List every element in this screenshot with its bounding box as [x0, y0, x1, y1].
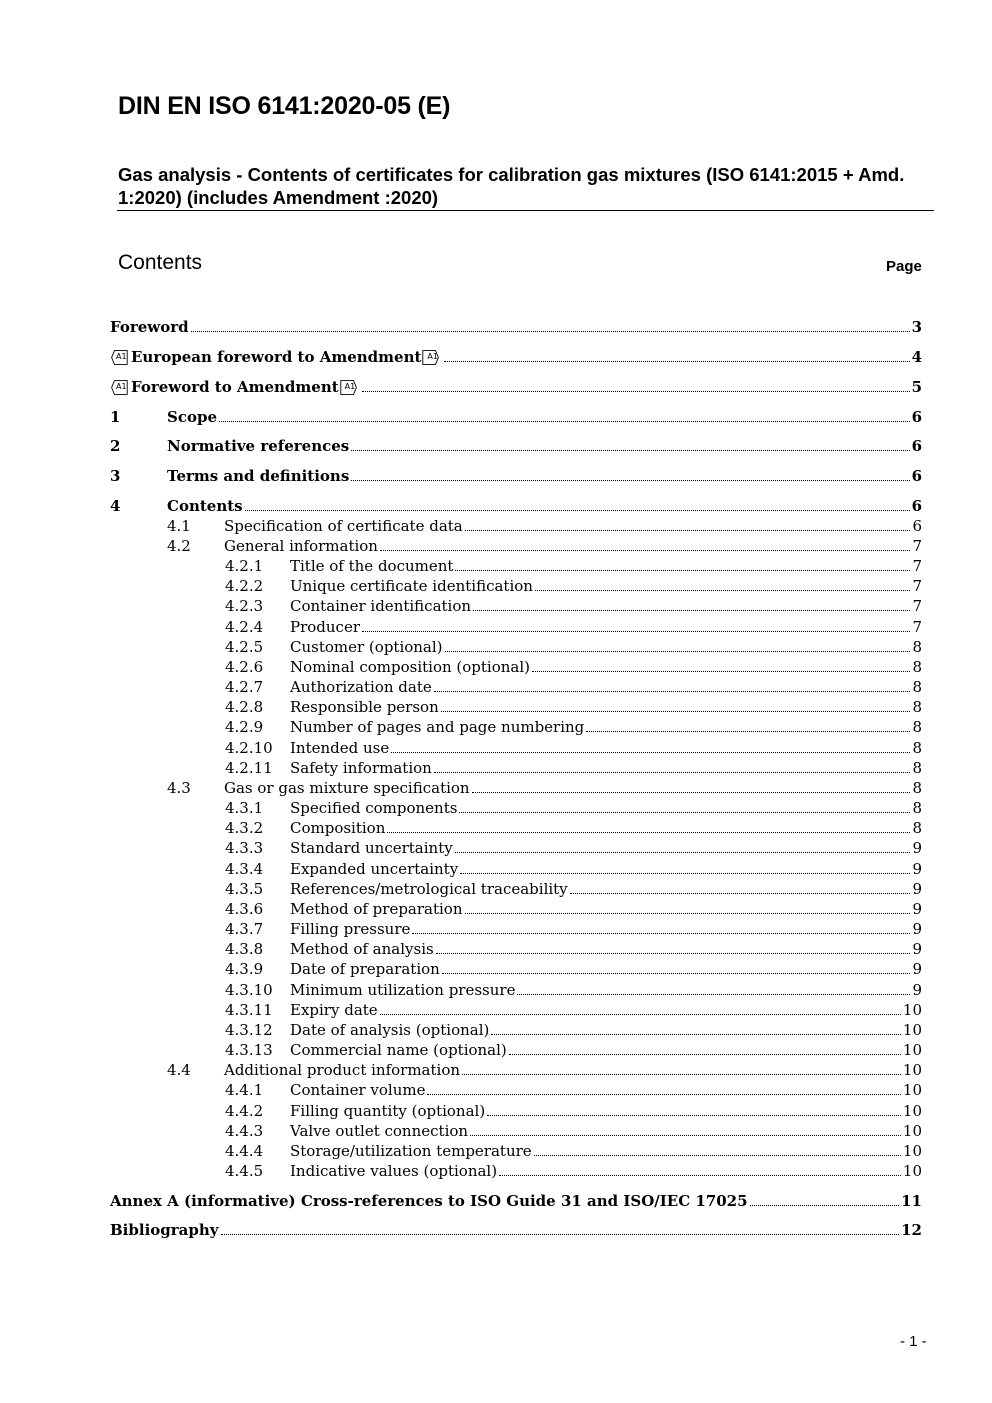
toc-entry-title: A1 European foreword to Amendment A1 [110, 347, 442, 367]
toc-entry-number: 3 [110, 467, 121, 485]
toc-entry-page: 8 [912, 799, 922, 817]
toc-entry-number: 4.2.3 [225, 597, 264, 615]
toc-entry-number: 4.4 [167, 1061, 191, 1079]
toc-leader-dots [387, 832, 910, 833]
toc-entry[interactable] [225, 879, 922, 899]
toc-leader-dots [491, 1034, 901, 1035]
toc-entry-page: 7 [912, 557, 922, 575]
toc-leader-dots [455, 852, 911, 853]
toc-entry[interactable] [110, 377, 922, 397]
toc-entry-number: 4.3.6 [225, 900, 264, 918]
toc-entry-page: 10 [902, 1122, 922, 1140]
toc-leader-dots [380, 1014, 901, 1015]
toc-entry[interactable] [225, 657, 922, 677]
toc-leader-dots [221, 1234, 900, 1235]
toc-entry-title: Specification of certificate data [224, 517, 463, 535]
toc-entry-page: 8 [912, 658, 922, 676]
toc-entry[interactable] [225, 1121, 922, 1141]
toc-entry-number: 4.3.12 [225, 1021, 273, 1039]
toc-entry[interactable] [225, 677, 922, 697]
toc-entry-title: Container volume [290, 1081, 426, 1099]
toc-leader-dots [427, 1094, 900, 1095]
toc-entry-page: 8 [912, 638, 922, 656]
toc-entry-page: 10 [902, 1081, 922, 1099]
toc-entry[interactable] [225, 556, 922, 576]
toc-leader-dots [245, 510, 910, 511]
toc-entry[interactable] [225, 1040, 922, 1060]
toc-entry-title: Method of analysis [290, 940, 434, 958]
toc-leader-dots [442, 973, 911, 974]
toc-entry-page: 10 [902, 1001, 922, 1019]
toc-entry[interactable] [167, 516, 922, 536]
toc-entry-page: 10 [902, 1021, 922, 1039]
document-title: Gas analysis - Contents of certificates for calibration gas mixtures (ISO 6141:2015 + Amd. 1:2020) (includes Amendment :2020) [118, 164, 905, 208]
toc-entry-title: Safety information [290, 759, 432, 777]
toc-entry-page: 8 [912, 739, 922, 757]
toc-entry[interactable] [225, 717, 922, 737]
toc-entry-number: 4.4.4 [225, 1142, 264, 1160]
toc-entry-title: Unique certificate identification [290, 577, 533, 595]
toc-leader-dots [532, 671, 910, 672]
toc-entry-page: 7 [912, 597, 922, 615]
toc-entry-title: Gas or gas mixture specification [224, 779, 470, 797]
toc-entry-page: 11 [901, 1192, 922, 1210]
toc-leader-dots [465, 530, 911, 531]
toc-entry-page: 10 [902, 1061, 922, 1079]
toc-entry[interactable] [225, 1101, 922, 1121]
toc-leader-dots [509, 1054, 901, 1055]
toc-entry-page: 12 [901, 1221, 922, 1239]
toc-entry-page: 6 [911, 467, 922, 485]
toc-leader-dots [465, 913, 911, 914]
toc-entry[interactable] [225, 899, 922, 919]
toc-entry-page: 6 [911, 408, 922, 426]
toc-leader-dots [441, 711, 911, 712]
toc-entry-number: 4.3.2 [225, 819, 264, 837]
toc-entry-page: 9 [912, 880, 922, 898]
toc-entry-number: 4.2.11 [225, 759, 273, 777]
toc-entry-title: A1 Foreword to Amendment A1 [110, 377, 360, 397]
toc-entry-number: 4.4.5 [225, 1162, 264, 1180]
toc-entry-title: Title of the document [290, 557, 454, 575]
toc-entry-title: Specified components [290, 799, 458, 817]
toc-entry[interactable] [167, 778, 922, 798]
toc-leader-dots [391, 752, 910, 753]
toc-leader-dots [586, 731, 910, 732]
toc-leader-dots [473, 610, 910, 611]
toc-entry-number: 4.1 [167, 517, 191, 535]
toc-entry[interactable] [110, 436, 922, 456]
toc-entry-page: 6 [911, 497, 922, 515]
toc-entry-page: 7 [912, 577, 922, 595]
toc-entry-number: 2 [110, 437, 121, 455]
toc-entry[interactable] [225, 939, 922, 959]
toc-entry[interactable] [225, 818, 922, 838]
toc-leader-dots [412, 933, 910, 934]
toc-entry-number: 4.2.1 [225, 557, 264, 575]
toc-leader-dots [499, 1175, 901, 1176]
toc-entry[interactable] [110, 407, 922, 427]
toc-leader-dots [445, 651, 911, 652]
toc-entry-title: Method of preparation [290, 900, 463, 918]
toc-entry-title: Expiry date [290, 1001, 378, 1019]
toc-entry-number: 4.4.2 [225, 1102, 264, 1120]
toc-entry-title: Date of analysis (optional) [290, 1021, 490, 1039]
toc-entry-number: 4.4.1 [225, 1081, 264, 1099]
toc-entry[interactable] [225, 637, 922, 657]
toc-entry-title: General information [224, 537, 378, 555]
toc-entry[interactable] [225, 576, 922, 596]
toc-leader-dots [517, 994, 910, 995]
toc-entry-title: Responsible person [290, 698, 439, 716]
toc-entry-number: 4.3.9 [225, 960, 264, 978]
toc-entry-page: 9 [912, 860, 922, 878]
toc-entry-number: 4.3 [167, 779, 191, 797]
toc-leader-dots [535, 590, 911, 591]
toc-entry-title: Minimum utilization pressure [290, 981, 516, 999]
toc-entry[interactable] [167, 1060, 922, 1080]
toc-leader-dots [436, 953, 911, 954]
toc-leader-dots [351, 450, 909, 451]
amendment-end-marker-icon: A1 [422, 350, 439, 365]
toc-entry[interactable] [225, 617, 922, 637]
toc-entry[interactable] [225, 980, 922, 1000]
toc-entry[interactable] [110, 466, 922, 486]
toc-entry-title: Container identification [290, 597, 472, 615]
toc-entry-title: Expanded uncertainty [290, 860, 459, 878]
toc-entry-number: 4.3.11 [225, 1001, 273, 1019]
toc-entry-number: 4.2.9 [225, 718, 264, 736]
toc-entry-number: 4 [110, 497, 121, 515]
toc-entry-number: 4.2.6 [225, 658, 264, 676]
toc-entry-page: 9 [912, 960, 922, 978]
toc-leader-dots [219, 421, 910, 422]
toc-entry[interactable] [110, 1191, 922, 1211]
toc-entry-page: 8 [912, 779, 922, 797]
toc-entry-title: References/metrological traceability [290, 880, 568, 898]
toc-entry-title: Bibliography [110, 1221, 219, 1239]
toc-entry-title: Valve outlet connection [290, 1122, 469, 1140]
toc-entry-number: 4.4.3 [225, 1122, 264, 1140]
toc-leader-dots [470, 1135, 901, 1136]
document-id: DIN EN ISO 6141:2020-05 (E) [118, 92, 451, 120]
toc-entry-title: Intended use [290, 739, 390, 757]
toc-leader-dots [191, 331, 910, 332]
toc-entry[interactable] [225, 1000, 922, 1020]
toc-entry-page: 8 [912, 698, 922, 716]
toc-entry-page: 5 [911, 378, 922, 396]
toc-entry-page: 8 [912, 678, 922, 696]
toc-entry-page: 10 [902, 1162, 922, 1180]
toc-entry-number: 4.2.2 [225, 577, 264, 595]
toc-entry-page: 10 [902, 1041, 922, 1059]
toc-leader-dots [434, 772, 911, 773]
toc-entry-number: 4.3.10 [225, 981, 273, 999]
toc-entry[interactable] [225, 1141, 922, 1161]
toc-entry-page: 7 [912, 537, 922, 555]
toc-entry-number: 1 [110, 408, 121, 426]
toc-leader-dots [472, 792, 911, 793]
toc-entry-title: Date of preparation [290, 960, 440, 978]
toc-entry[interactable] [225, 697, 922, 717]
toc-entry-number: 4.3.5 [225, 880, 264, 898]
toc-entry-title: Filling pressure [290, 920, 411, 938]
toc-entry[interactable] [167, 536, 922, 556]
toc-entry[interactable] [225, 798, 922, 818]
toc-entry-page: 9 [912, 940, 922, 958]
toc-entry-page: 9 [912, 920, 922, 938]
toc-entry-number: 4.3.4 [225, 860, 264, 878]
toc-entry-title: Additional product information [224, 1061, 461, 1079]
toc-leader-dots [570, 893, 911, 894]
toc-entry-title: Annex A (informative) Cross-references to ISO Guide 31 and ISO/IEC 17025 [110, 1192, 748, 1210]
toc-entry-title: Commercial name (optional) [290, 1041, 507, 1059]
toc-entry-number: 4.2.8 [225, 698, 264, 716]
toc-entry-title: Authorization date [290, 678, 432, 696]
toc-entry[interactable] [110, 1220, 922, 1240]
toc-leader-dots [460, 873, 910, 874]
toc-leader-dots [750, 1205, 900, 1206]
toc-entry-title: Contents [167, 497, 243, 515]
toc-entry[interactable] [225, 1080, 922, 1100]
toc-entry-number: 4.2.5 [225, 638, 264, 656]
toc-leader-dots [462, 1074, 901, 1075]
toc-entry-number: 4.2.10 [225, 739, 273, 757]
toc-leader-dots [455, 570, 910, 571]
toc-leader-dots [444, 361, 909, 362]
contents-heading: Contents [118, 251, 203, 274]
toc-entry-title: Number of pages and page numbering [290, 718, 585, 736]
toc-entry-title: Normative references [167, 437, 350, 455]
toc-entry[interactable] [225, 919, 922, 939]
toc-entry[interactable] [225, 738, 922, 758]
toc-leader-dots [380, 550, 910, 551]
toc-entry-title: Scope [167, 408, 218, 426]
toc-entry-number: 4.3.3 [225, 839, 264, 857]
toc-entry-number: 4.3.7 [225, 920, 264, 938]
toc-leader-dots [351, 480, 909, 481]
toc-entry-title: Indicative values (optional) [290, 1162, 498, 1180]
toc-leader-dots [487, 1115, 901, 1116]
toc-entry-title: Filling quantity (optional) [290, 1102, 486, 1120]
toc-entry-page: 6 [912, 517, 922, 535]
toc-entry-page: 9 [912, 900, 922, 918]
toc-entry-number: 4.3.13 [225, 1041, 273, 1059]
toc-entry[interactable] [225, 959, 922, 979]
toc-entry[interactable] [225, 758, 922, 778]
toc-entry[interactable] [225, 1161, 922, 1181]
toc-entry-page: 8 [912, 819, 922, 837]
toc-entry-number: 4.2.4 [225, 618, 264, 636]
toc-leader-dots [534, 1155, 901, 1156]
toc-entry-title: Standard uncertainty [290, 839, 453, 857]
page-column-heading: Page [886, 258, 922, 275]
toc-entry-title: Foreword [110, 318, 189, 336]
toc-entry-title: Customer (optional) [290, 638, 443, 656]
toc-entry-number: 4.2 [167, 537, 191, 555]
toc-entry-page: 9 [912, 839, 922, 857]
toc-entry-page: 9 [912, 981, 922, 999]
toc-entry-title: Storage/utilization temperature [290, 1142, 532, 1160]
toc-entry-title: Terms and definitions [167, 467, 350, 485]
toc-entry-title: Composition [290, 819, 386, 837]
toc-entry-page: 6 [911, 437, 922, 455]
amendment-end-marker-icon: A1 [340, 380, 357, 395]
toc-leader-dots [362, 391, 910, 392]
toc-entry[interactable] [110, 496, 922, 516]
toc-entry-page: 4 [911, 348, 922, 366]
toc-entry[interactable] [225, 1020, 922, 1040]
toc-entry-page: 8 [912, 718, 922, 736]
toc-entry-number: 4.2.7 [225, 678, 264, 696]
toc-entry-page: 10 [902, 1142, 922, 1160]
toc-entry-page: 3 [911, 318, 922, 336]
toc-leader-dots [434, 691, 911, 692]
toc-entry[interactable] [110, 347, 922, 367]
amendment-start-marker-icon: A1 [111, 380, 128, 395]
footer-page-number: - 1 - [900, 1333, 927, 1350]
toc-entry-title: Nominal composition (optional) [290, 658, 531, 676]
toc-entry[interactable] [110, 317, 922, 337]
toc-leader-dots [362, 631, 910, 632]
toc-entry-number: 4.3.1 [225, 799, 264, 817]
toc-entry-page: 8 [912, 759, 922, 777]
toc-entry[interactable] [225, 859, 922, 879]
toc-leader-dots [459, 812, 910, 813]
toc-entry[interactable] [225, 838, 922, 858]
toc-entry-number: 4.3.8 [225, 940, 264, 958]
amendment-start-marker-icon: A1 [111, 350, 128, 365]
toc-entry-page: 10 [902, 1102, 922, 1120]
toc-entry[interactable] [225, 596, 922, 616]
toc-entry-title: Producer [290, 618, 361, 636]
toc-entry-page: 7 [912, 618, 922, 636]
